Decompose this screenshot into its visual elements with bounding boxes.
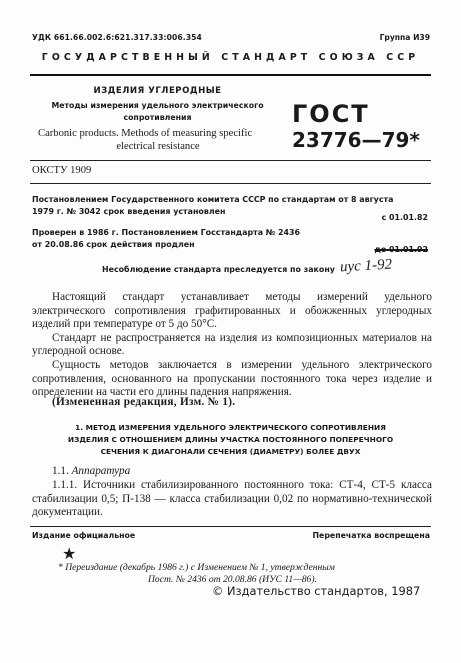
section-1-heading-line-1: 1. МЕТОД ИЗМЕРЕНИЯ УДЕЛЬНОГО ЭЛЕКТРИЧЕСКОГО СОПРОТИВЛЕНИЯ <box>75 423 386 432</box>
star-icon: ★ <box>62 546 77 563</box>
title-rule <box>30 160 431 161</box>
group-code: Группа И39 <box>379 33 430 42</box>
gost-number: 23776—79* <box>292 128 420 152</box>
section-1-heading-line-3: СЕЧЕНИЯ К ДИАГОНАЛИ СЕЧЕНИЯ (ДИАМЕТРУ) БОЛЕЕ ДВУХ <box>100 447 361 456</box>
subtitle-line-2: сопротивления <box>123 113 192 122</box>
subsection-title: Аппаратура <box>71 465 131 477</box>
reissue-line-2: Пост. № 2436 от 20.08.86 (ИУС 11—86). <box>148 574 317 585</box>
reprint-prohibited: Перепечатка воспрещена <box>312 531 430 540</box>
decree-line-1: Постановлением Государственного комитета СССР по стандартам от 8 августа <box>32 195 394 204</box>
intro-paragraph-3: Сущность методов заключается в измерении удельного электрического сопротивления, основанного на пропускании постоянного тока через изделие и определении на части его длины падения напряжения. <box>32 358 432 399</box>
reissue-line-1: * Переиздание (декабрь 1986 г.) с Изменением № 1, утвержденным <box>58 562 335 573</box>
decree-line-2: 1979 г. № 3042 срок введения установлен <box>32 207 226 216</box>
udk-code: УДК 661.66.002.6:621.317.33:006.354 <box>32 33 202 42</box>
intro-paragraph-1: Настоящий стандарт устанавливает методы измерений удельного электрического сопротивления графитированных и обожженных углеродных изделий при температуре от 5 до 50°С. <box>32 291 432 331</box>
english-title-line-2: electrical resistance <box>116 141 200 152</box>
footer-rule <box>30 526 431 527</box>
section-1-heading-line-2: ИЗДЕЛИЯ С ОТНОШЕНИЕМ ДЛИНЫ УЧАСТКА ПОСТОЯННОГО ПОПЕРЕЧНОГО <box>67 435 394 444</box>
document-title: ИЗДЕЛИЯ УГЛЕРОДНЫЕ <box>93 86 222 96</box>
check-line-2: от 20.08.86 срок действия продлен <box>32 240 195 249</box>
check-line-1: Проверен в 1986 г. Постановлением Госстандарта № 2436 <box>32 228 301 237</box>
gost-label: ГОСТ <box>292 100 370 128</box>
violation-notice: Несоблюдение стандарта преследуется по закону <box>102 265 335 274</box>
subtitle-line-1: Методы измерения удельного электрического <box>51 101 264 110</box>
okstu-rule <box>30 183 431 184</box>
subsection-1-1 <box>52 465 130 477</box>
handwritten-note: иус 1-92 <box>339 256 393 276</box>
old-expiry-date: до 01.01.92 <box>374 245 428 254</box>
paragraph-1-1-1: 1.1.1. Источники стабилизированного постоянного тока: СТ-4, СТ-5 класса стабилизации 0,5; П-138 — класса стабилизации 0,02 по нормативно-технической документации. <box>32 479 432 519</box>
state-standard-banner: ГОСУДАРСТВЕННЫЙ СТАНДАРТ СОЮЗА ССР <box>41 52 420 63</box>
official-edition: Издание официальное <box>32 531 136 540</box>
okstu-code: ОКСТУ 1909 <box>32 165 92 176</box>
subsection-number: 1.1. <box>52 465 69 477</box>
publisher-copyright: © Издательство стандартов, 1987 <box>212 584 421 598</box>
effective-date: с 01.01.82 <box>381 213 428 222</box>
header-rule <box>30 74 431 76</box>
section-1-text <box>32 479 432 520</box>
amendment-note: (Измененная редакция, Изм. № 1). <box>52 396 236 408</box>
intro-text <box>32 291 432 400</box>
intro-paragraph-2: Стандарт не распространяется на изделия из композиционных материалов на углеродной основе. <box>32 331 432 358</box>
english-title-line-1: Carbonic products. Methods of measuring specific <box>38 128 253 139</box>
